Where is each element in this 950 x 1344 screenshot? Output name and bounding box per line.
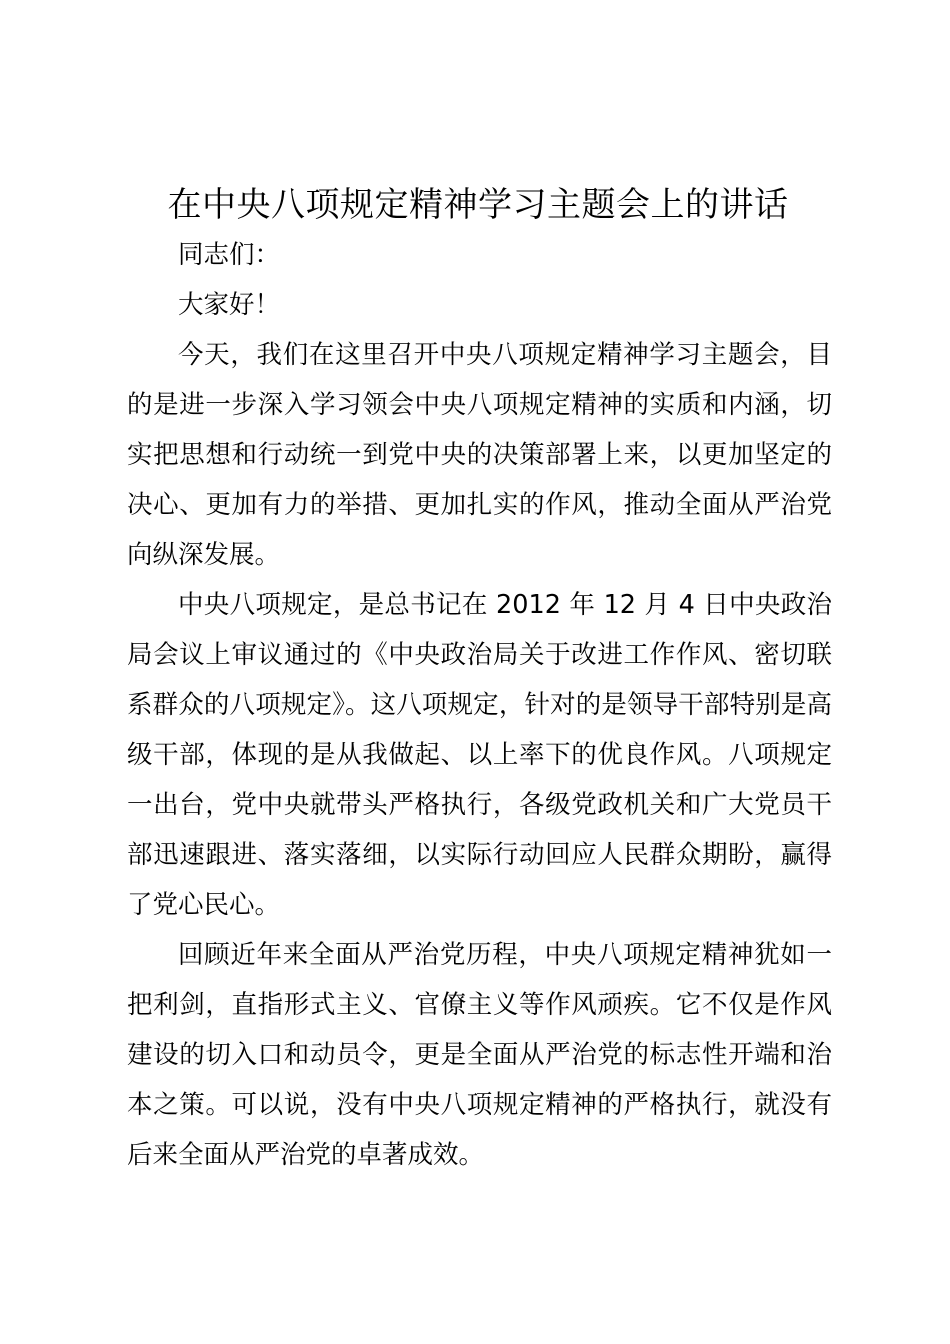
document-title: 在中央八项规定精神学习主题会上的讲话 <box>167 185 789 225</box>
greeting: 大家好！ <box>178 290 281 320</box>
paragraph-purpose: 今天，我们在这里召开中央八项规定精神学习主题会，目的是进一步深入学习领会中央八项规定精神的实质和内涵，切实把思想和行动统一到党中央的决策部署上来，以更加坚定的决心、更加有力的举措、更加扎实的作风，推动全面从严治党向纵深发展。 <box>127 340 832 570</box>
paragraph-review: 回顾近年来全面从严治党历程，中央八项规定精神犹如一把利剑，直指形式主义、官僚主义等作风顽疾。它不仅是作风建设的切入口和动员令，更是全面从严治党的标志性开端和治本之策。可以说，没有中央八项规定精神的严格执行，就没有后来全面从严治党的卓著成效。 <box>127 940 832 1170</box>
paragraph-regulations: 中央八项规定，是总书记在 2012 年 12 月 4 日中央政治局会议上审议通过的《中央政治局关于改进工作作风、密切联系群众的八项规定》。这八项规定，针对的是领导干部特别是高级干部，体现的是从我做起、以上率下的优良作风。八项规定一出台，党中央就带头严格执行，各级党政机关和广大党员干部迅速跟进、落实落细，以实际行动回应人民群众期盼，赢得了党心民心。 <box>127 590 832 920</box>
document-body <box>127 230 832 1180</box>
salutation: 同志们： <box>178 240 281 270</box>
